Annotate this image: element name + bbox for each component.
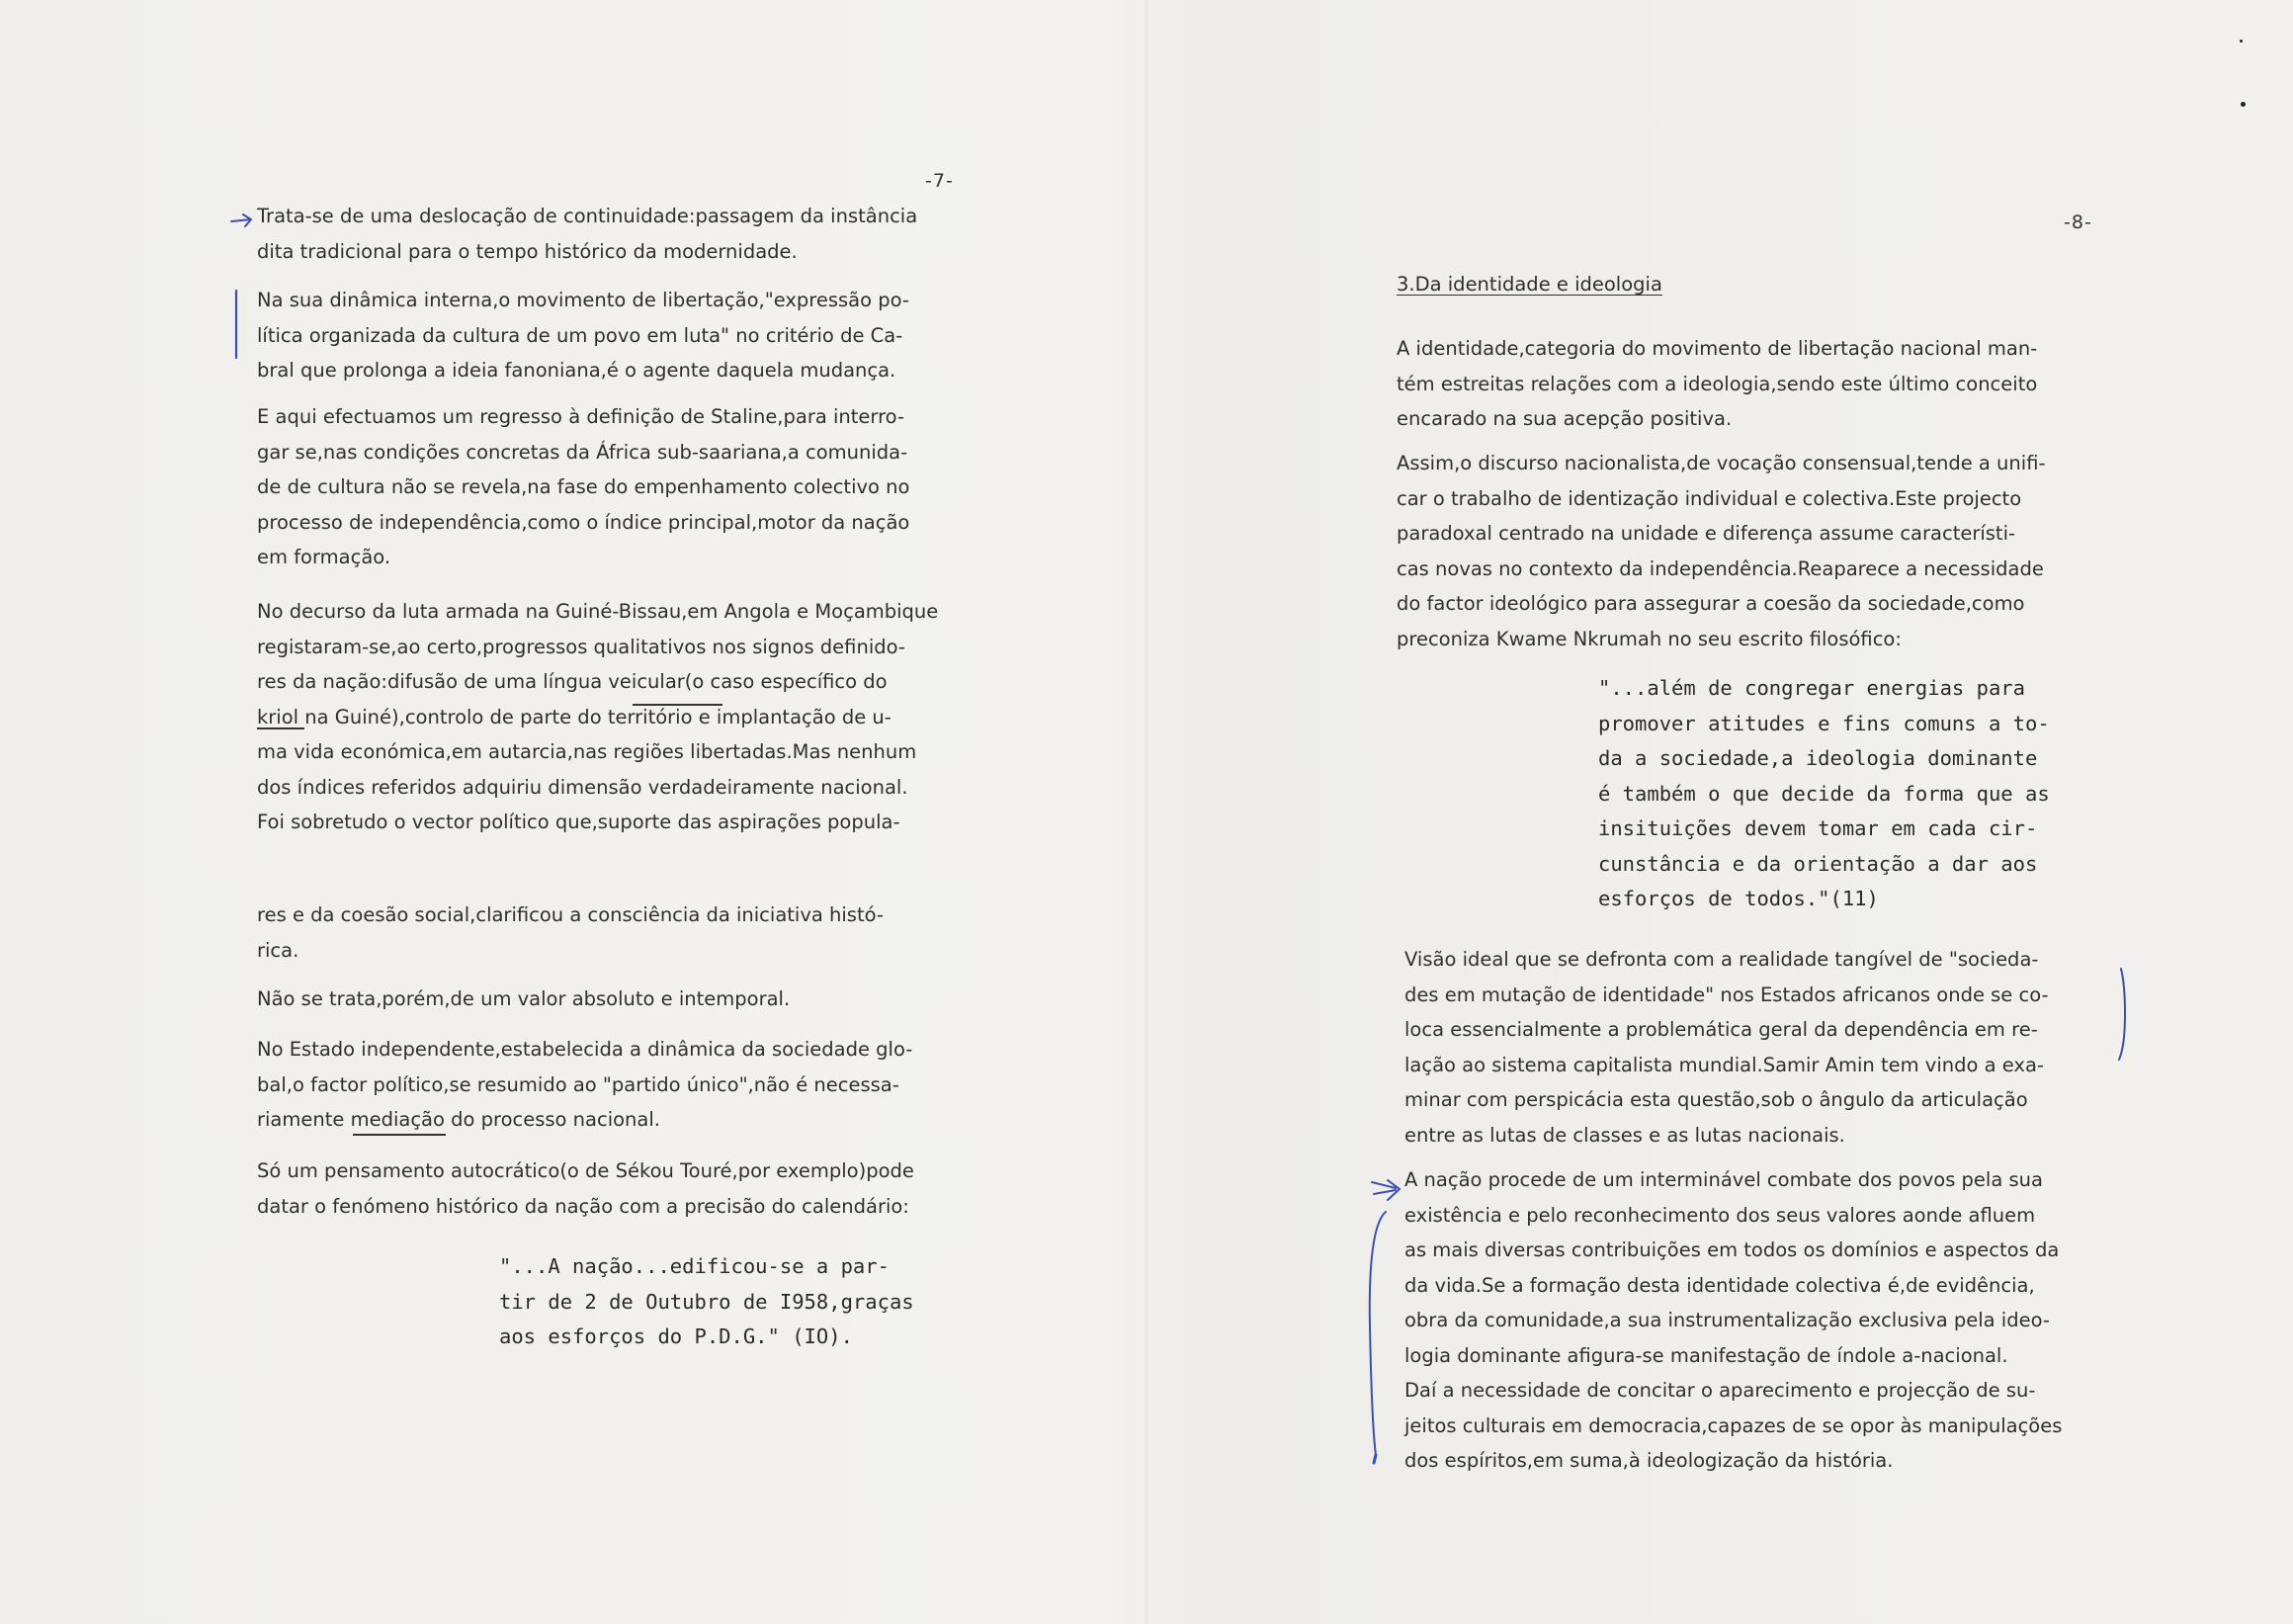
paragraph: No Estado independente,estabelecida a dinâmica da sociedade glo- bal,o factor político,se resumido ao "partido único",não é necessa- riamente mediação do processo nacional. xyxy=(257,1038,913,1131)
paragraph: A identidade,categoria do movimento de libertação nacional man- tém estreitas relações com a ideologia,sendo este último conceito encarado na sua acepção positiva. xyxy=(1397,337,2038,430)
paragraph: Não se trata,porém,de um valor absoluto e intemporal. xyxy=(257,987,791,1010)
underline-mark xyxy=(353,1134,446,1136)
paragraph: E aqui efectuamos um regresso à definição de Staline,para interro- gar se,nas condições concretas da África sub-saariana,a comunida- de de cultura não se revela,na fase do empenhamento colectivo no processo de independência,como o índice principal,motor da nação em formação. xyxy=(257,405,910,568)
pen-arrow-icon xyxy=(1368,1176,1403,1210)
paragraph: Assim,o discurso nacionalista,de vocação consensual,tende a unifi- car o trabalho de identização individual e colectiva.Este projecto paradoxal centrado na unidade e diferença assume característi- cas novas no contexto da independência.Reaparece a necessidade do factor ideológico para assegurar a coesão da sociedade,como preconiza Kwame Nkrumah no seu escrito filosófico: xyxy=(1397,452,2046,650)
paragraph: No decurso da luta armada na Guiné-Bissau,em Angola e Moçambique registaram-se,ao certo,progressos qualitativos nos signos definido- res da nação:difusão de uma língua veicular(o caso específico do kriol na Guiné),controlo de parte do território e implantação de u- ma vida económica,em autarcia,nas regiões libertadas.Mas nenhum dos índices referidos adquiriu dimensão verdadeiramente nacional. Foi sobretudo o vector político que,suporte das aspirações popula- xyxy=(257,600,939,833)
paragraph: Visão ideal que se defronta com a realidade tangível de "socieda- des em mutação de identidade" nos Estados africanos onde se co- loca essencialmente a problemática geral da dependência em re- lação ao sistema capitalista mundial.Samir Amin tem vindo a exa- minar com perspicácia esta questão,sob o ângulo da articulação entre as lutas de classes e as lutas nacionais. xyxy=(1404,948,2049,1147)
page-fold xyxy=(1145,0,1148,1624)
underline-mark xyxy=(633,704,722,706)
page-number: -8- xyxy=(2064,212,2092,233)
block-quote: "...A nação...edificou-se a par- tir de 2 de Outubro de I958,graças aos esforços do P.D.G." (IO). xyxy=(499,1254,914,1348)
paragraph: res e da coesão social,clarificou a consciência da iniciativa histó- rica. xyxy=(257,903,884,962)
page-number: -7- xyxy=(925,170,954,192)
block-quote: "...além de congregar energias para promover atitudes e fins comuns a to- da a sociedade,a ideologia dominante é também o que decide da forma que as insituições devem tomar em cada cir- cunstância e da orientação a dar aos esforços de todos."(11) xyxy=(1598,676,2050,910)
paragraph: Na sua dinâmica interna,o movimento de libertação,"expressão po- lítica organizada da cultura de um povo em luta" no critério de Ca- bral que prolonga a ideia fanoniana,é o agente daquela mudança. xyxy=(257,289,909,382)
underline-mark xyxy=(257,727,304,729)
paragraph: Trata-se de uma deslocação de continuidade:passagem da instância dita tradicional para o tempo histórico da modernidade. xyxy=(257,205,918,263)
pen-margin-line-icon xyxy=(231,289,241,360)
paragraph: Só um pensamento autocrático(o de Sékou Touré,por exemplo)pode datar o fenómeno histórico da nação com a precisão do calendário: xyxy=(257,1159,914,1218)
pen-margin-bracket-icon xyxy=(1362,1208,1394,1467)
ink-speck xyxy=(2240,40,2243,43)
section-heading: 3.Da identidade e ideologia xyxy=(1397,273,1662,296)
pen-bracket-icon xyxy=(2113,965,2131,1064)
ink-speck xyxy=(2241,102,2246,107)
pen-arrow-icon xyxy=(229,212,255,229)
paragraph: A nação procede de um interminável combate dos povos pela sua existência e pelo reconhecimento dos seus valores aonde afluem as mais diversas contribuições em todos os domínios e aspectos da da vida.Se a formação desta identidade colectiva é,de evidência, obra da comunidade,a sua instrumentalização exclusiva pela ideo- logia dominante afigura-se manifestação de índole a-nacional. Daí a necessidade de concitar o aparecimento e projecção de su- jeitos culturais em democracia,capazes de se opor às manipulações dos espíritos,em suma,à ideologização da história. xyxy=(1404,1168,2063,1472)
